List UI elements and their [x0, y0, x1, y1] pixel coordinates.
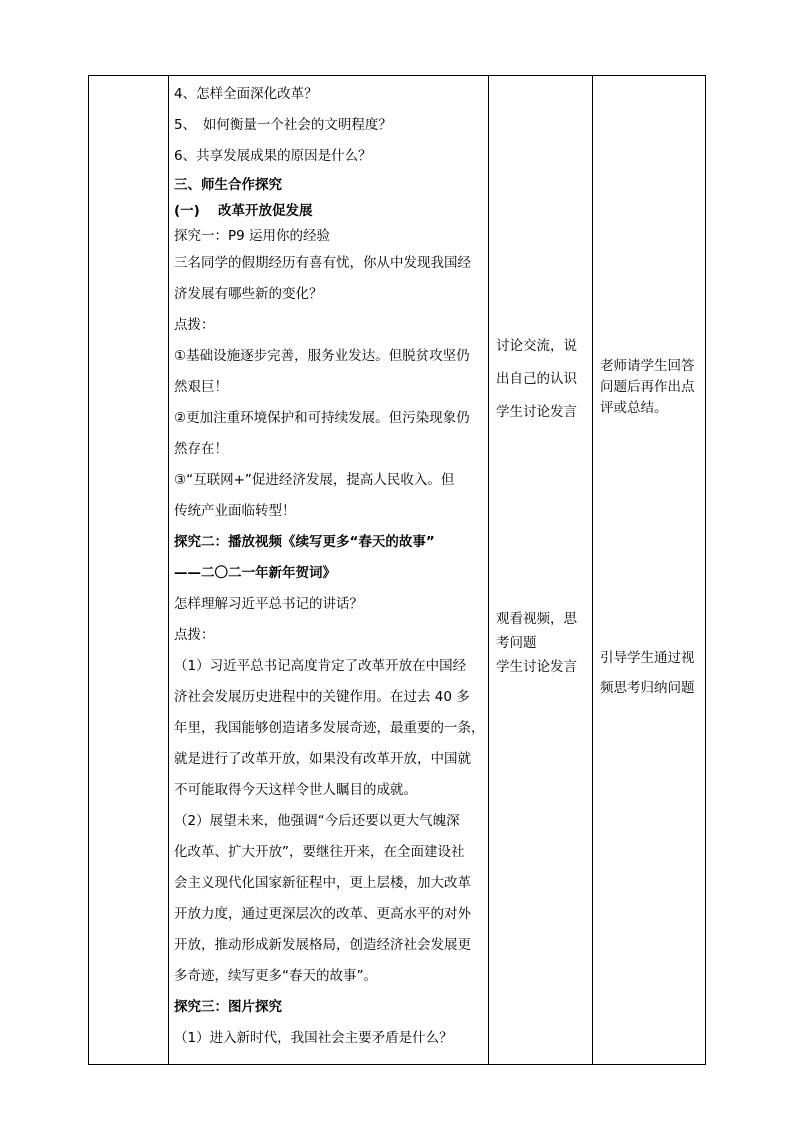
explore1-question-line: 济发展有哪些新的变化？ [174, 286, 323, 302]
explore1-hint-label: 点拨： [174, 317, 215, 333]
activity-line: 学生讨论发言 [496, 659, 577, 675]
design-intent-1 [600, 356, 705, 419]
explore2-point-line: 多奇迹，续写更多“春天的故事”。 [174, 968, 377, 984]
subsection-number: (一) [174, 203, 200, 219]
activity-line: 观看视频，思 [496, 611, 577, 627]
explore1-point-line: ①基础设施逐步完善，服务业发达。但脱贫攻坚仍 [174, 348, 470, 364]
explore1-point-line: ②更加注重环境保护和可持续发展。但污染现象仍 [174, 410, 470, 426]
explore1-point-line: ③“互联网+”促进经济发展，提高人民收入。但 [174, 472, 455, 488]
lesson-plan-table [88, 75, 706, 1065]
explore2-point-line: 就是进行了改革开放，如果没有改革开放，中国就 [174, 751, 471, 767]
explore1-point-line: 传统产业面临转型！ [174, 503, 296, 519]
student-activity-cell [489, 76, 592, 1064]
teaching-content-cell [169, 76, 488, 1064]
explore2-point-line: 会主义现代化国家新征程中，更上层楼，加大改革 [174, 875, 471, 891]
subsection-title: 改革开放促发展 [218, 203, 313, 219]
activity-line: 讨论交流，说 [496, 338, 577, 354]
explore1-point-line: 然艰巨！ [174, 379, 228, 395]
explore2-point-line: 开放力度，通过更深层次的改革、更高水平的对外 [174, 906, 471, 922]
activity-line: 出自己的认识 [496, 371, 577, 387]
explore2-title-line: 探究二：播放视频《续写更多“春天的故事” [174, 534, 435, 550]
explore2-point-line: 化改革、扩大开放”，要继往开来，在全面建设社 [174, 844, 465, 860]
question-4: 4、怎样全面深化改革？ [174, 86, 318, 102]
explore3-question: （1）进入新时代，我国社会主要矛盾是什么？ [174, 1030, 453, 1046]
explore3-title: 探究三：图片探究 [174, 999, 282, 1015]
explore2-point-line: 年里，我国能够创造诸多发展奇迹，最重要的一条， [174, 720, 485, 736]
explore2-question: 怎样理解习近平总书记的讲话？ [174, 596, 363, 612]
explore1-point-line: 然存在！ [174, 441, 228, 457]
design-line: 评或总结。 [600, 400, 668, 416]
activity-line: 考问题 [496, 635, 537, 651]
explore2-point-line: 不可能取得今天这样令世人瞩目的成就。 [174, 782, 417, 798]
design-intent-2 [600, 643, 705, 703]
explore2-point-line: （2）展望未来，他强调“今后还要以更大气魄深 [174, 813, 460, 829]
question-6: 6、共享发展成果的原因是什么？ [174, 148, 372, 164]
design-line: 引导学生通过视 [600, 650, 695, 666]
activity-line: 学生讨论发言 [496, 404, 577, 420]
design-line: 问题后再作出点 [600, 379, 695, 395]
explore2-point-line: 济社会发展历史进程中的关键作用。在过去 40 多 [174, 689, 470, 705]
question-5: 5、 如何衡量一个社会的文明程度？ [174, 117, 392, 133]
explore2-title-line: ——二〇二一年新年贺词》 [174, 565, 336, 581]
explore2-point-line: （1）习近平总书记高度肯定了改革开放在中国经 [174, 658, 467, 674]
design-intent-cell [593, 76, 707, 1064]
student-activity-1 [496, 330, 590, 429]
explore2-hint-label: 点拨： [174, 627, 215, 643]
design-line: 老师请学生回答 [600, 358, 695, 374]
design-line: 频思考归纳问题 [600, 680, 695, 696]
section-title: 三、师生合作探究 [174, 177, 282, 193]
student-activity-2 [496, 607, 590, 679]
explore1-question-line: 三名同学的假期经历有喜有忧，你从中发现我国经 [174, 255, 471, 271]
explore1-title: 探究一：P9 运用你的经验 [174, 228, 331, 244]
subsection-heading [174, 198, 484, 224]
explore2-point-line: 开放，推动形成新发展格局，创造经济社会发展更 [174, 937, 471, 953]
